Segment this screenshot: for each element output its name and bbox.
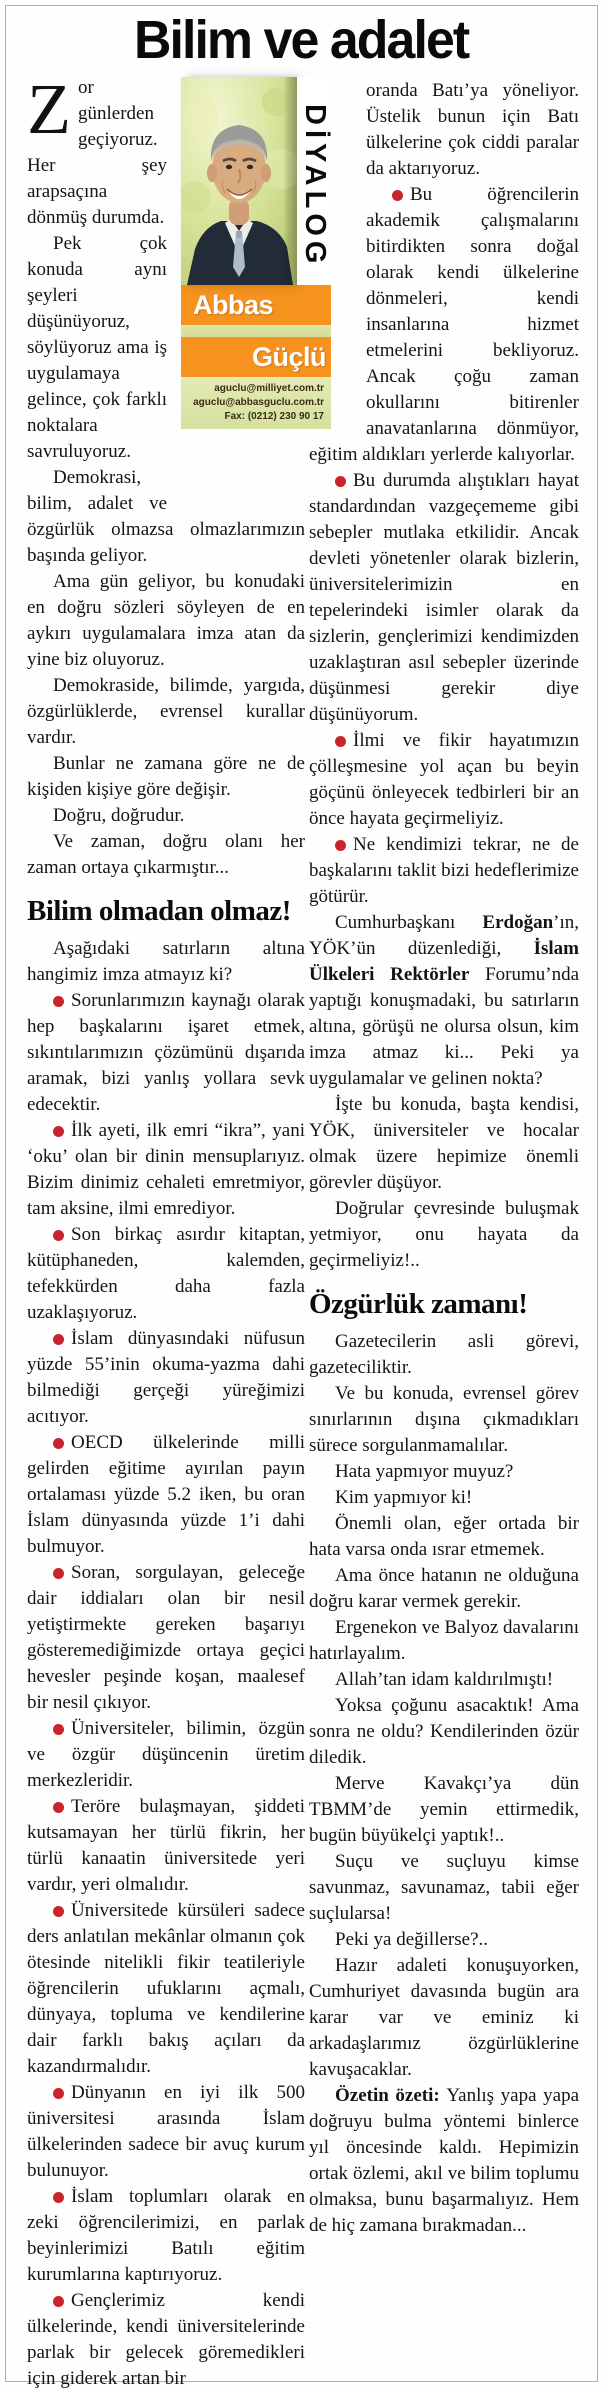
- section-heading: [309, 1288, 579, 1320]
- body-text: or günlerden geçiyoruz. Her şey arapsaçına dönmüş durumda.: [27, 77, 167, 228]
- body-text: Forumu’nda yaptığı konuşmadaki, bu satırların altına, görüşü ne olursa olsun, kim imza atmaz ki... Peki ya uygulamalar ve gelinen nokta?: [309, 964, 579, 1089]
- article-title-text: Bilim ve adalet: [134, 10, 469, 70]
- body-text: Pek çok konuda aynı şeyleri düşünüyoruz, söylüyoruz ama iş uygulamaya gelince, çok farklı noktalara savruluyoruz.: [27, 233, 167, 462]
- bullet-icon: [335, 736, 346, 747]
- body-text: İslam dünyasındaki nüfusun yüzde 55’inin okuma-yazma dahi bilmediği gerçeği yüreğimizi acıtıyor.: [27, 1328, 305, 1427]
- body-text: İşte bu konuda, başta kendisi, YÖK, üniversiteler ve hocalar olmak üzere hepimize önemli görevler düşüyor.: [309, 1094, 579, 1193]
- body-text: İlmi ve fikir hayatımızın çölleşmesine yol açan bu beyin göçünü önleyecek tedbirleri bir an önce hayata geçirmeliyiz.: [309, 730, 579, 829]
- paragraph: [309, 1693, 579, 1771]
- paragraph: [309, 2083, 579, 2239]
- body-text: Bu durumda alıştıkları hayat standardından vazgeçememe gibi sebepler mutlaka etkilidir. Ancak devleti yönetenler olarak bizlerin, üniversitelerimizin en tepelerindeki isimler olarak da sizlerin, gençlerimizi kendimizden uzaklaştıran asıl sebepler üzerinde düşünmesi gerekir diye düşünüyorum.: [309, 470, 579, 725]
- body-text: OECD ülkelerinde milli gelirden eğitime ayırılan payın ortalaması yüzde 5.2 iken, bu oran İslam dünyasında yüzde 1’i dahi bulmuyor.: [27, 1432, 305, 1557]
- paragraph: [27, 1716, 305, 1794]
- bullet-icon: [335, 840, 346, 851]
- bullet-icon: [53, 1438, 64, 1449]
- paragraph: [309, 468, 579, 728]
- body-text: Gazetecilerin asli görevi, gazeteciliktir.: [309, 1331, 579, 1378]
- paragraph: [309, 1485, 579, 1511]
- body-text: Üniversiteler, bilimin, özgün ve özgür düşüncenin üretim merkezleridir.: [27, 1718, 305, 1791]
- paragraph: [27, 2080, 305, 2184]
- paragraph: [27, 936, 305, 988]
- paragraph: [309, 1511, 579, 1563]
- body-text: İslam toplumları olarak en zeki öğrencilerimizi, en parlak beyinlerimizi Batılı eğitim kurumlarına kaptırıyoruz.: [27, 2186, 305, 2285]
- body-text: Ergenekon ve Balyoz davalarını hatırlayalım.: [309, 1617, 579, 1664]
- bold-text: Özetin özeti:: [335, 2085, 447, 2106]
- bullet-icon: [335, 476, 346, 487]
- paragraph: [27, 2288, 305, 2391]
- paragraph: [27, 1118, 305, 1222]
- email-personal: aguclu@abbasguclu.com.tr: [193, 397, 324, 408]
- body-text: Peki ya değillerse?..: [335, 1929, 489, 1950]
- body-text: Cumhurbaşkanı: [335, 912, 483, 933]
- body-text: Özgürlük zamanı!: [309, 1288, 528, 1320]
- paragraph: [27, 673, 305, 751]
- bullet-icon: [53, 1334, 64, 1345]
- body-text: Merve Kavakçı’ya dün TBMM’de yemin ettirmedik, bugün büyükelçi yaptık!..: [309, 1773, 579, 1846]
- body-text: Bunlar ne zamana göre ne de kişiden kişiye göre değişir.: [27, 753, 305, 800]
- bullet-icon: [53, 996, 64, 1007]
- paragraph: [27, 1326, 305, 1430]
- body-text: Ve bu konuda, evrensel görev sınırlarının dışına çıkmadıkları sürece sorgulanmamalılar.: [309, 1383, 579, 1456]
- bullet-icon: [392, 190, 403, 201]
- body-text: ’ın, YÖK’ün düzenlediği,: [309, 912, 579, 959]
- paragraph: [309, 1092, 579, 1196]
- paragraph: [27, 1430, 305, 1560]
- paragraph: [309, 1196, 579, 1274]
- paragraph: [27, 988, 305, 1118]
- body-text: Soran, sorgulayan, geleceğe dair iddiaları olan bir nesil yetiştirmekte gereken başarıyı gösteremediğimizde ortaya geçici hevesler peşinde koşan, maalesef bir nesil çıkıyor.: [27, 1562, 305, 1713]
- paragraph: [309, 1927, 579, 1953]
- paragraph: [309, 1381, 579, 1459]
- body-text: Yoksa çoğunu asacaktık! Ama sonra ne oldu? Kendilerinden özür diledik.: [309, 1695, 579, 1768]
- paragraph: [27, 1794, 305, 1898]
- email-milliyet: aguclu@milliyet.com.tr: [214, 383, 324, 394]
- body-text: Ama önce hatanın ne olduğuna doğru karar vermek gerekir.: [309, 1565, 579, 1612]
- article-title: [0, 0, 603, 68]
- body-text: Teröre bulaşmayan, şiddeti kutsamayan her türlü fikrin, her türlü kanaatin üniversitede yeri vardır, yeri olmalıdır.: [27, 1796, 305, 1895]
- body-text: Son birkaç asırdır kitaptan, kütüphaneden, kalemden, tefekkürden daha fazla uzaklaşıyoruz.: [27, 1224, 305, 1323]
- paragraph: [309, 910, 579, 1092]
- body-text: Hazır adaleti konuşuyorken, Cumhuriyet davasında bugün ara karar var ve eminiz ki arkadaşlarımız özgürlüklerine kavuşacaklar.: [309, 1955, 579, 2080]
- paragraph: [309, 1329, 579, 1381]
- paragraph: [309, 728, 579, 832]
- bullet-icon: [53, 1230, 64, 1241]
- bold-text: İslam Ülkeleri Rektörler: [309, 938, 579, 985]
- column-logo-text: DİYALOG: [299, 103, 331, 269]
- body-text: oranda Batı’ya yöneliyor. Üstelik bunun için Batı ülkelerine çok ciddi paralar da aktarıyoruz.: [366, 80, 579, 179]
- body-text: Ve zaman, doğru olanı her zaman ortaya çıkarmıştır...: [27, 831, 305, 878]
- body-text: Hata yapmıyor muyuz?: [335, 1461, 514, 1482]
- bullet-icon: [53, 1802, 64, 1813]
- paragraph: [27, 1898, 305, 2080]
- body-text: Sorunlarımızın kaynağı olarak hep başkalarını işaret etmek, sıkıntılarımızın çözümünü dışarıda aramak, bizi yanlış yollara sevk edecektir.: [27, 990, 305, 1115]
- paragraph: [27, 1222, 305, 1326]
- paragraph: [309, 1615, 579, 1667]
- bullet-icon: [53, 2088, 64, 2099]
- body-text: Üniversitede kürsüleri sadece ders anlatılan mekânlar olmanın çok ötesinde nitelikli fikir teatileriyle öğrencilerin ufuklarını açmalı, dünyaya, topluma ve kendilerine dair farklı bakış açıları da kazandırmalıdır.: [27, 1900, 305, 2077]
- author-photo: [181, 77, 297, 285]
- body-text: Kim yapmıyor ki!: [335, 1487, 473, 1508]
- body-text: Doğru, doğrudur.: [53, 805, 185, 826]
- right-column: [309, 78, 579, 2239]
- paragraph: [309, 1849, 579, 1927]
- bullet-icon: [53, 2192, 64, 2203]
- body-text: Doğrular çevresinde buluşmak yetmiyor, onu hayata da geçirmeliyiz!..: [309, 1198, 579, 1271]
- body-text: Aşağıdaki satırların altına hangimiz imza atmayız ki?: [27, 938, 305, 985]
- bullet-icon: [53, 1906, 64, 1917]
- wrap-spacer: [309, 78, 366, 430]
- paragraph: [27, 1560, 305, 1716]
- paragraph: [309, 1771, 579, 1849]
- body-text: Bu öğrencilerin akademik çalışmalarını bitirdikten sonra doğal olarak kendi ülkelerine dönmeleri, kendi insanlarına hizmet etmelerini bekliyoruz. Ancak çoğu zaman okullarını bitirenler anavatanlarına dönmüyor, eğitim aldıkları yerlerde kalıyorlar.: [309, 184, 579, 465]
- section-heading: [27, 895, 305, 927]
- author-first-name-banner: Abbas: [181, 285, 331, 325]
- bold-text: Erdoğan: [482, 912, 554, 933]
- paragraph: [309, 832, 579, 910]
- left-column: [27, 69, 331, 2391]
- body-text: Ne kendimizi tekrar, ne de başkalarını taklit bizi hedeflerimize götürür.: [309, 834, 579, 907]
- paragraph: [309, 1953, 579, 2083]
- body-text: Demokraside, bilimde, yargıda, özgürlüklerde, evrensel kurallar vardır.: [27, 675, 305, 748]
- body-text: Bilim olmadan olmaz!: [27, 895, 291, 927]
- fax-number: Fax: (0212) 230 90 17: [224, 411, 324, 422]
- body-text: Gençlerimiz kendi ülkelerinde, kendi üniversitelerinde parlak bir gelecek göremedikleri için giderek artan bir: [27, 2290, 305, 2389]
- body-text: Demokrasi, bilim, adalet ve özgürlük olmazsa olmazlarımızın başında geliyor.: [27, 467, 305, 566]
- bullet-icon: [53, 2296, 64, 2307]
- paragraph: [27, 569, 305, 673]
- body-text: Ama gün geliyor, bu konudaki en doğru sözleri söyleyen de en aykırı uygulamalara imza atan da yine biz oluyoruz.: [27, 571, 305, 670]
- body-text: Dünyanın en iyi ilk 500 üniversitesi arasında İslam ülkelerinden sadece bir avuç kurum bulunuyor.: [27, 2082, 305, 2181]
- body-text: Allah’tan idam kaldırılmıştı!: [335, 1669, 554, 1690]
- paragraph: [27, 465, 305, 569]
- paragraph: [309, 1563, 579, 1615]
- body-text: Yanlış yapa yapa doğruyu bulma yöntemi binlerce yıl öncesinde kaldı. Hepimizin ortak özlemi, akıl ve bilim toplumu olmaksa, bunu başarmalıyız. Hem de hiç zamana bırakmadan...: [309, 2085, 579, 2236]
- paragraph: [27, 2184, 305, 2288]
- body-text: İlk ayeti, ilk emri “ikra”, yani ‘oku’ olan bir dinin mensuplarıyız. Bizim dinimiz cehaleti emretmiyor, tam aksine, ilmi emrediyor.: [27, 1120, 305, 1219]
- author-last-name-banner: Güçlü: [181, 337, 331, 377]
- bullet-icon: [53, 1126, 64, 1137]
- paragraph: [27, 829, 305, 881]
- bullet-icon: [53, 1568, 64, 1579]
- paragraph: [27, 751, 305, 803]
- paragraph: [309, 1667, 579, 1693]
- dropcap-letter: Z: [27, 69, 71, 149]
- paragraph: [309, 1459, 579, 1485]
- body-text: Suçu ve suçluyu kimse savunmaz, savunamaz, tabii eğer suçlularsa!: [309, 1851, 579, 1924]
- bullet-icon: [53, 1724, 64, 1735]
- body-text: Önemli olan, eğer ortada bir hata varsa onda ısrar etmemek.: [309, 1513, 579, 1560]
- paragraph: [27, 803, 305, 829]
